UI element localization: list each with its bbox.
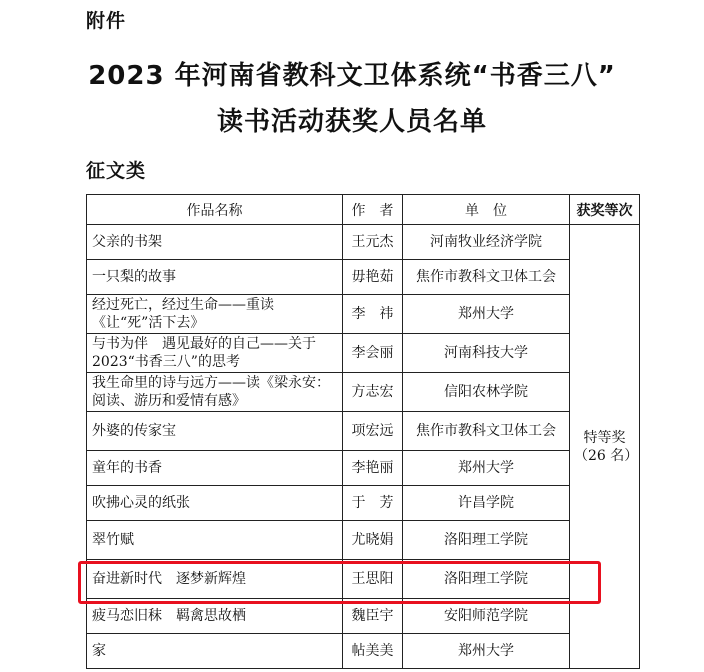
header-work: 作品名称	[87, 195, 343, 225]
work-cell: 父亲的书架	[87, 225, 343, 260]
work-cell: 吹拂心灵的纸张	[87, 486, 343, 521]
unit-cell: 河南科技大学	[403, 334, 570, 373]
work-cell: 家	[87, 634, 343, 669]
work-cell: 一只梨的故事	[87, 260, 343, 295]
unit-cell: 河南牧业经济学院	[403, 225, 570, 260]
table-row	[87, 599, 640, 634]
table-header-row	[87, 195, 640, 225]
author-cell: 于 芳	[343, 486, 403, 521]
work-cell: 翠竹赋	[87, 521, 343, 560]
unit-cell: 焦作市教科文卫体工会	[403, 260, 570, 295]
title-line-2: 读书活动获奖人员名单	[216, 107, 487, 137]
author-cell: 魏臣宇	[343, 599, 403, 634]
author-cell: 项宏远	[343, 412, 403, 451]
award-table	[86, 194, 640, 669]
unit-cell: 洛阳理工学院	[403, 521, 570, 560]
work-cell: 奋进新时代 逐梦新辉煌	[87, 560, 343, 599]
header-award-level: 获奖等次	[570, 195, 640, 225]
table-row	[87, 334, 640, 373]
work-cell: 童年的书香	[87, 451, 343, 486]
attachment-label: 附件	[86, 10, 127, 32]
author-cell: 帖美美	[343, 634, 403, 669]
unit-cell: 许昌学院	[403, 486, 570, 521]
table-row-highlighted	[87, 560, 640, 599]
work-cell: 疲马恋旧秣 羁禽思故栖	[87, 599, 343, 634]
author-cell: 尤晓娟	[343, 521, 403, 560]
unit-cell: 焦作市教科文卫体工会	[403, 412, 570, 451]
table-row	[87, 295, 640, 334]
author-cell: 毋艳茹	[343, 260, 403, 295]
work-cell: 经过死亡，经过生命——重读《让“死”活下去》	[87, 295, 343, 334]
table-row	[87, 521, 640, 560]
author-cell: 王元杰	[343, 225, 403, 260]
work-cell: 与书为伴 遇见最好的自己——关于2023“书香三八”的思考	[87, 334, 343, 373]
category-heading: 征文类	[86, 160, 147, 182]
header-author: 作 者	[343, 195, 403, 225]
work-cell: 我生命里的诗与远方——读《梁永安：阅读、游历和爱情有感》	[87, 373, 343, 412]
table-row	[87, 373, 640, 412]
table-row	[87, 451, 640, 486]
award-cell	[570, 225, 640, 669]
table-row	[87, 225, 640, 260]
unit-cell: 信阳农林学院	[403, 373, 570, 412]
author-cell: 方志宏	[343, 373, 403, 412]
award-level: 特等奖	[583, 429, 626, 446]
unit-cell: 洛阳理工学院	[403, 560, 570, 599]
unit-cell: 郑州大学	[403, 451, 570, 486]
unit-cell: 安阳师范学院	[403, 599, 570, 634]
table-row	[87, 486, 640, 521]
table-row	[87, 260, 640, 295]
author-cell: 李艳丽	[343, 451, 403, 486]
award-count: （26 名）	[574, 447, 639, 464]
table-row	[87, 634, 640, 669]
title-line-1: 2023 年河南省教科文卫体系统“书香三八”	[88, 61, 616, 91]
author-cell: 李 祎	[343, 295, 403, 334]
author-cell: 王思阳	[343, 560, 403, 599]
unit-cell: 郑州大学	[403, 634, 570, 669]
table-row	[87, 412, 640, 451]
author-cell: 李会丽	[343, 334, 403, 373]
unit-cell: 郑州大学	[403, 295, 570, 334]
header-unit: 单 位	[403, 195, 570, 225]
work-cell: 外婆的传家宝	[87, 412, 343, 451]
